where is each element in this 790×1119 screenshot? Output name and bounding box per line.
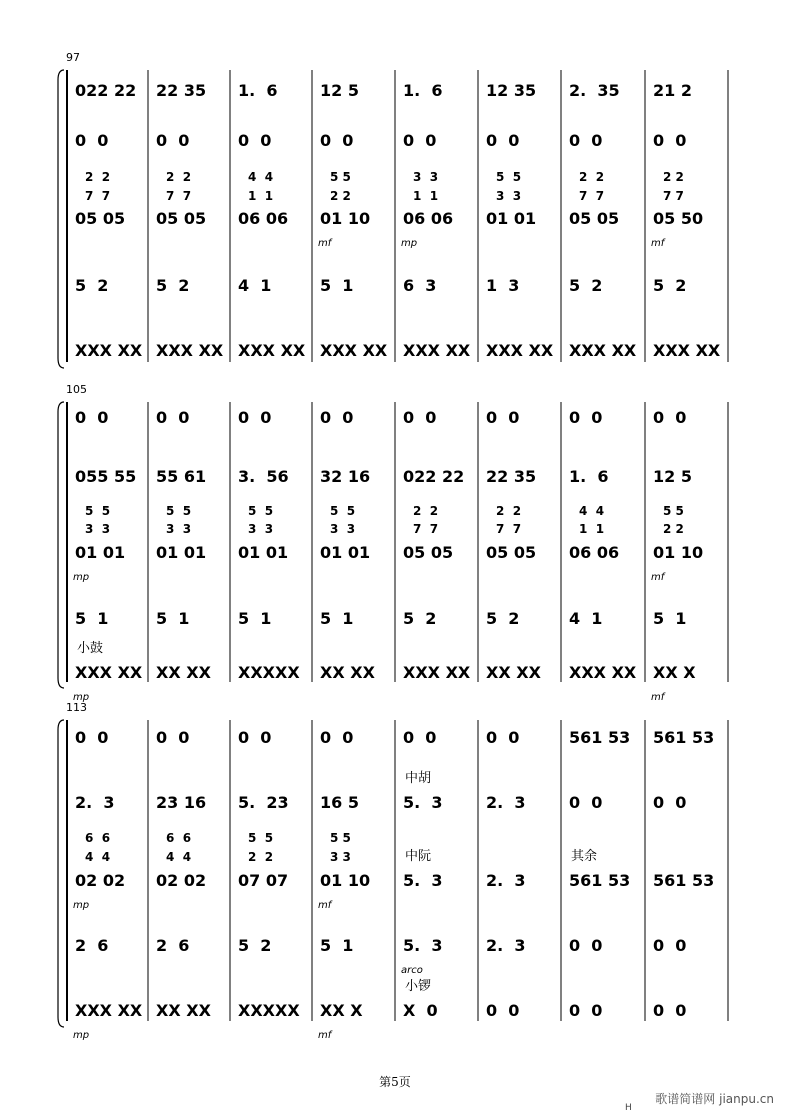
- chord-lower: 1 1: [579, 522, 605, 536]
- chord-upper: 6 6: [85, 831, 111, 845]
- note-cell: 05 05: [486, 543, 537, 562]
- chord-upper: 4 4: [579, 504, 605, 518]
- note-cell: 02 02: [75, 871, 126, 890]
- chord-upper: 2 2: [579, 170, 605, 184]
- note-cell: 01 10: [320, 209, 371, 228]
- chord-lower: 2 2: [663, 522, 684, 536]
- measure-number: 97: [66, 51, 80, 64]
- note-cell: 0 0: [653, 131, 687, 150]
- chord-lower: 7 7: [663, 189, 684, 203]
- note-cell: 06 06: [403, 209, 454, 228]
- note-cell: 0 0: [653, 408, 687, 427]
- staff-system: [58, 383, 728, 703]
- system-brace: [58, 402, 64, 688]
- note-cell: 5 1: [75, 609, 109, 628]
- note-cell: 5 2: [238, 936, 272, 955]
- note-cell: 5 1: [320, 609, 354, 628]
- note-cell: XX XX: [156, 663, 211, 682]
- chord-upper: 2 2: [166, 170, 192, 184]
- note-cell: 0 0: [486, 131, 520, 150]
- note-cell: XXX XX: [403, 663, 471, 682]
- note-cell: 561 53: [569, 728, 631, 747]
- note-cell: 0 0: [486, 408, 520, 427]
- note-cell: 01 01: [486, 209, 537, 228]
- note-cell: 16 5: [320, 793, 359, 812]
- dynamic-mark: mp: [401, 238, 418, 249]
- watermark-fragment: H: [625, 1103, 632, 1113]
- note-cell: 12 5: [320, 81, 359, 100]
- note-cell: 0 0: [403, 131, 437, 150]
- chord-lower: 3 3: [330, 522, 356, 536]
- note-cell: 0 0: [75, 728, 109, 747]
- note-cell: 5 1: [156, 609, 190, 628]
- chord-lower: 4 4: [166, 850, 192, 864]
- note-cell: 0 0: [569, 131, 603, 150]
- note-cell: 5 2: [486, 609, 520, 628]
- note-cell: 05 05: [569, 209, 620, 228]
- chord-upper: 2 2: [663, 170, 684, 184]
- dynamic-mark: mp: [73, 692, 90, 703]
- note-cell: 561 53: [569, 871, 631, 890]
- note-cell: 5 1: [238, 609, 272, 628]
- note-cell: XXX XX: [569, 663, 637, 682]
- chord-upper: 2 2: [496, 504, 522, 518]
- note-cell: 4 1: [238, 276, 272, 295]
- note-cell: XX XX: [486, 663, 541, 682]
- note-cell: 2 6: [156, 936, 190, 955]
- note-cell: XXX XX: [156, 341, 224, 360]
- measure-number: 105: [66, 383, 87, 396]
- note-cell: XXX XX: [486, 341, 554, 360]
- dynamic-mark: mp: [73, 1030, 90, 1041]
- chord-lower: 7 7: [413, 522, 439, 536]
- note-cell: 01 01: [320, 543, 371, 562]
- note-cell: 5 1: [320, 936, 354, 955]
- note-cell: 05 05: [156, 209, 207, 228]
- note-cell: 0 0: [403, 408, 437, 427]
- note-cell: 0 0: [486, 728, 520, 747]
- note-cell: XXX XX: [653, 341, 721, 360]
- note-cell: 0 0: [569, 1001, 603, 1020]
- chord-upper: 2 2: [413, 504, 439, 518]
- note-cell: 5 2: [569, 276, 603, 295]
- note-cell: 561 53: [653, 871, 715, 890]
- site-watermark: [655, 1090, 774, 1107]
- note-cell: 5 1: [320, 276, 354, 295]
- dynamic-mark: mf: [651, 572, 665, 583]
- note-cell: XXX XX: [238, 341, 306, 360]
- system-brace: [58, 720, 64, 1027]
- dynamic-mark: mp: [73, 572, 90, 583]
- note-cell: 0 0: [320, 728, 354, 747]
- instrument-label: 小鼓: [77, 641, 104, 656]
- note-cell: XX XX: [320, 663, 375, 682]
- note-cell: XXX XX: [320, 341, 388, 360]
- chord-lower: 3 3: [496, 189, 522, 203]
- chord-upper: 5 5: [496, 170, 522, 184]
- note-cell: XXXXX: [238, 1001, 300, 1020]
- chord-upper: 5 5: [330, 170, 351, 184]
- chord-lower: 2 2: [248, 850, 274, 864]
- chord-upper: 5 5: [663, 504, 684, 518]
- instrument-label: 其余: [571, 849, 598, 864]
- chord-upper: 5 5: [85, 504, 111, 518]
- note-cell: 01 01: [238, 543, 289, 562]
- note-cell: 0 0: [320, 408, 354, 427]
- note-cell: 5 2: [156, 276, 190, 295]
- note-cell: XXX XX: [569, 341, 637, 360]
- chord-upper: 6 6: [166, 831, 192, 845]
- dynamic-mark: mf: [651, 692, 665, 703]
- note-cell: 0 0: [569, 793, 603, 812]
- note-cell: XX XX: [156, 1001, 211, 1020]
- note-cell: 561 53: [653, 728, 715, 747]
- chord-lower: 4 4: [85, 850, 111, 864]
- note-cell: 06 06: [238, 209, 289, 228]
- note-cell: 06 06: [569, 543, 620, 562]
- chord-lower: 7 7: [579, 189, 605, 203]
- note-cell: 5. 3: [403, 793, 443, 812]
- measure-number: 113: [66, 701, 87, 714]
- dynamic-mark: mf: [318, 1030, 332, 1041]
- chord-upper: 4 4: [248, 170, 274, 184]
- note-cell: XXX XX: [75, 1001, 143, 1020]
- chord-lower: 3 3: [248, 522, 274, 536]
- note-cell: 5 1: [653, 609, 687, 628]
- note-cell: XXX XX: [75, 663, 143, 682]
- chord-upper: 5 5: [330, 504, 356, 518]
- note-cell: 22 35: [156, 81, 207, 100]
- note-cell: 32 16: [320, 467, 371, 486]
- note-cell: 23 16: [156, 793, 207, 812]
- dynamic-mark: mf: [318, 238, 332, 249]
- chord-upper: 5 5: [166, 504, 192, 518]
- note-cell: 1 3: [486, 276, 520, 295]
- note-cell: 21 2: [653, 81, 692, 100]
- note-cell: 12 35: [486, 81, 537, 100]
- note-cell: 01 01: [75, 543, 126, 562]
- chord-lower: 1 1: [413, 189, 439, 203]
- staff-system: [58, 51, 728, 368]
- note-cell: XX X: [320, 1001, 363, 1020]
- chord-upper: 3 3: [413, 170, 439, 184]
- dynamic-mark: arco: [401, 965, 423, 976]
- note-cell: 5. 23: [238, 793, 289, 812]
- note-cell: XXXXX: [238, 663, 300, 682]
- note-cell: 01 01: [156, 543, 207, 562]
- note-cell: 2. 3: [75, 793, 115, 812]
- note-cell: 4 1: [569, 609, 603, 628]
- note-cell: 01 10: [653, 543, 704, 562]
- instrument-label: 中胡: [405, 771, 432, 786]
- note-cell: 0 0: [320, 131, 354, 150]
- chord-upper: 5 5: [248, 504, 274, 518]
- note-cell: X 0: [403, 1001, 438, 1020]
- note-cell: XXX XX: [75, 341, 143, 360]
- note-cell: 5 2: [403, 609, 437, 628]
- chord-lower: 3 3: [166, 522, 192, 536]
- note-cell: 05 50: [653, 209, 704, 228]
- chord-upper: 5 5: [248, 831, 274, 845]
- note-cell: 0 0: [238, 408, 272, 427]
- instrument-label: 小锣: [405, 979, 432, 994]
- note-cell: 2 6: [75, 936, 109, 955]
- page-number: 第5页: [379, 1075, 411, 1089]
- note-cell: 12 5: [653, 467, 692, 486]
- note-cell: 055 55: [75, 467, 137, 486]
- note-cell: 5 2: [75, 276, 109, 295]
- note-cell: 2. 3: [486, 793, 526, 812]
- note-cell: 0 0: [569, 936, 603, 955]
- note-cell: 1. 6: [569, 467, 609, 486]
- note-cell: 0 0: [156, 728, 190, 747]
- dynamic-mark: mf: [318, 900, 332, 911]
- chord-lower: 3 3: [85, 522, 111, 536]
- note-cell: 5. 3: [403, 871, 443, 890]
- note-cell: 02 02: [156, 871, 207, 890]
- note-cell: 6 3: [403, 276, 437, 295]
- note-cell: 5 2: [653, 276, 687, 295]
- instrument-label: 中阮: [405, 849, 432, 864]
- note-cell: 0 0: [653, 1001, 687, 1020]
- chord-upper: 5 5: [330, 831, 351, 845]
- note-cell: 0 0: [403, 728, 437, 747]
- note-cell: 55 61: [156, 467, 207, 486]
- note-cell: 05 05: [403, 543, 454, 562]
- note-cell: 0 0: [653, 793, 687, 812]
- note-cell: 0 0: [75, 131, 109, 150]
- note-cell: 022 22: [75, 81, 137, 100]
- note-cell: 1. 6: [403, 81, 443, 100]
- note-cell: 0 0: [75, 408, 109, 427]
- chord-lower: 2 2: [330, 189, 351, 203]
- dynamic-mark: mp: [73, 900, 90, 911]
- watermark-domain: jianpu.cn: [719, 1092, 774, 1106]
- note-cell: 0 0: [156, 408, 190, 427]
- note-cell: 0 0: [238, 131, 272, 150]
- chord-lower: 7 7: [85, 189, 111, 203]
- chord-lower: 7 7: [166, 189, 192, 203]
- note-cell: 05 05: [75, 209, 126, 228]
- chord-lower: 7 7: [496, 522, 522, 536]
- note-cell: 2. 3: [486, 871, 526, 890]
- system-brace: [58, 70, 64, 368]
- note-cell: 0 0: [238, 728, 272, 747]
- note-cell: 2. 3: [486, 936, 526, 955]
- chord-lower: 3 3: [330, 850, 351, 864]
- note-cell: XXX XX: [403, 341, 471, 360]
- staff-system: [58, 701, 728, 1041]
- note-cell: 0 0: [569, 408, 603, 427]
- note-cell: 3. 56: [238, 467, 289, 486]
- note-cell: 022 22: [403, 467, 465, 486]
- note-cell: 0 0: [486, 1001, 520, 1020]
- note-cell: 0 0: [156, 131, 190, 150]
- note-cell: 07 07: [238, 871, 289, 890]
- dynamic-mark: mf: [651, 238, 665, 249]
- chord-lower: 1 1: [248, 189, 274, 203]
- chord-upper: 2 2: [85, 170, 111, 184]
- note-cell: 22 35: [486, 467, 537, 486]
- note-cell: XX X: [653, 663, 696, 682]
- note-cell: 5. 3: [403, 936, 443, 955]
- note-cell: 2. 35: [569, 81, 620, 100]
- note-cell: 1. 6: [238, 81, 278, 100]
- note-cell: 0 0: [653, 936, 687, 955]
- note-cell: 01 10: [320, 871, 371, 890]
- watermark-site: 歌谱简谱网: [655, 1092, 716, 1106]
